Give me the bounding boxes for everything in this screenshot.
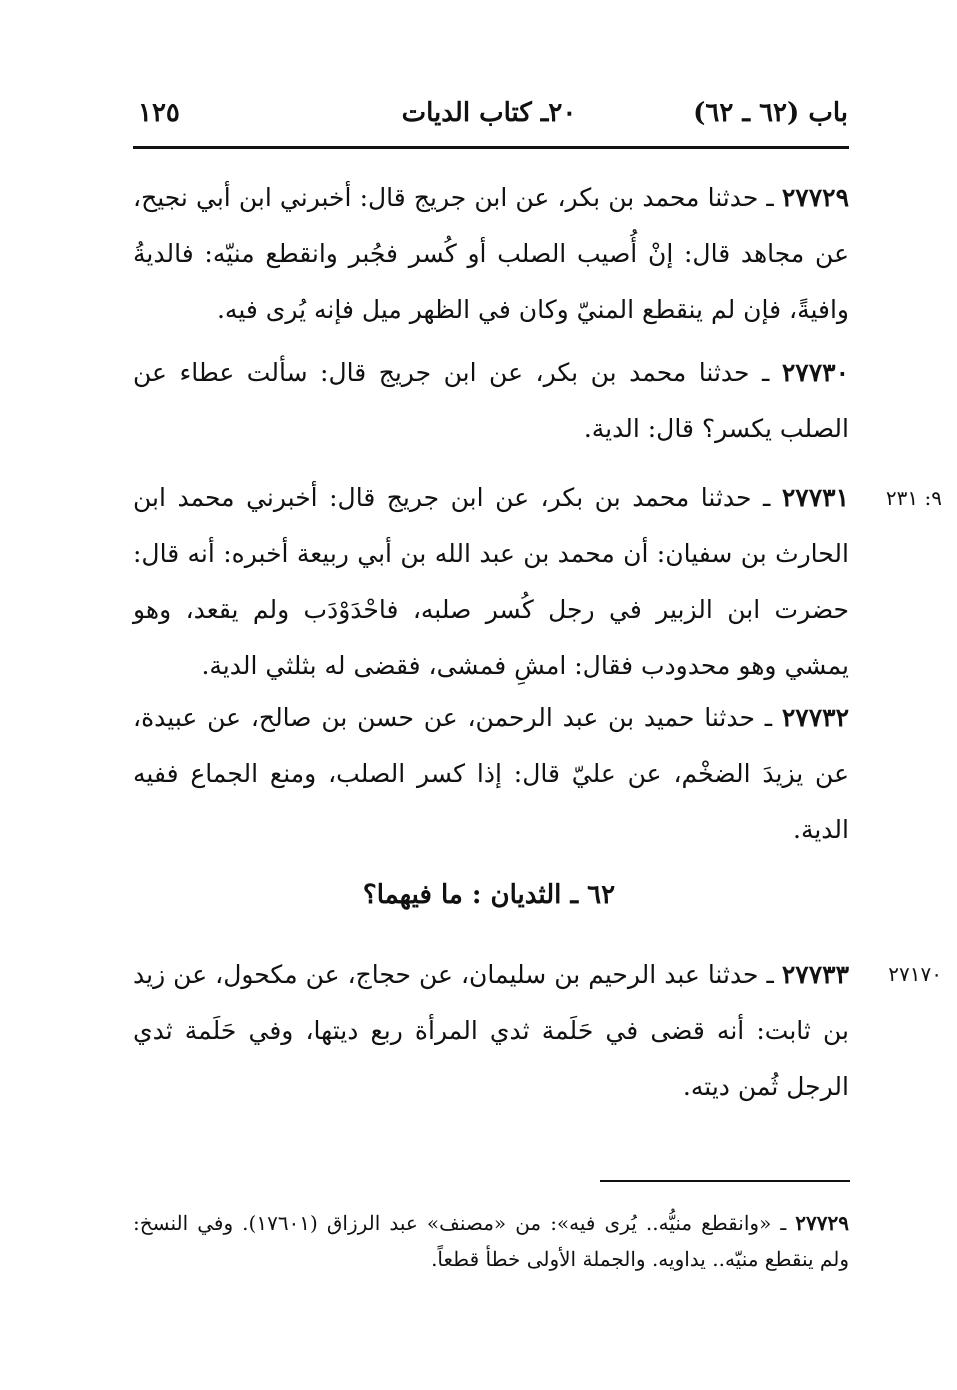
hadith-text: ـ حدثنا محمد بن بكر، عن ابن جريج قال: أخبرني محمد ابن الحارث بن سفيان: أن محمد بن عبد الله بن أبي ربيعة أخبره: أنه قال: حضرت ابن الزبير في رجل كُسر صلبه، فاحْدَوْدَب ولم يقعد، وهو يمشي وهو محدودب فقال: امشِ فمشى، فقضى له بثلثي الدية.: [133, 483, 849, 680]
hadith-paragraph: [133, 470, 849, 694]
running-header: [130, 92, 848, 136]
hadith-number: ٢٧٧٣٣: [781, 960, 849, 989]
hadith-paragraph: [133, 690, 849, 858]
hadith-number: ٢٧٧٢٩: [781, 183, 849, 212]
book-title: ٢٠ـ كتاب الديات: [401, 98, 577, 128]
footnote: [133, 1205, 849, 1277]
margin-reference: ٩: ٢٣١: [885, 486, 942, 510]
hadith-text: ـ حدثنا محمد بن بكر، عن ابن جريج قال: أخبرني ابن أبي نجيح، عن مجاهد قال: إنْ أُصيب الصلب أو كُسر فجُبر وانقطع منيّه: فالديةُ وافيةً، فإن لم ينقطع المنيّ وكان في الظهر ميل فإنه يُرى فيه.: [133, 183, 849, 324]
header-rule: [133, 146, 849, 149]
footnote-rule: [600, 1180, 850, 1182]
hadith-number: ٢٧٧٣١: [781, 483, 849, 512]
hadith-text: ـ حدثنا عبد الرحيم بن سليمان، عن حجاج، عن مكحول، عن زيد بن ثابت: أنه قضى في حَلَمة ثدي المرأة ربع ديتها، وفي حَلَمة ثدي الرجل ثُمن ديته.: [133, 960, 849, 1101]
footnote-number: ٢٧٧٢٩: [795, 1211, 849, 1235]
hadith-paragraph: [133, 345, 849, 457]
hadith-number: ٢٧٧٣٢: [781, 703, 849, 732]
section-reference: باب (٦٢ ـ ٦٢): [693, 98, 848, 128]
hadith-number: ٢٧٧٣٠: [781, 358, 849, 387]
footnote-text: ـ «وانقطع منيُّه.. يُرى فيه»: من «مصنف» عبد الرزاق (١٧٦٠١). وفي النسخ: ولم ينقطع منيّه.. يداويه. والجملة الأولى خطأ قطعاً.: [133, 1211, 849, 1271]
hadith-text: ـ حدثنا محمد بن بكر، عن ابن جريج قال: سألت عطاء عن الصلب يكسر؟ قال: الدية.: [133, 358, 849, 443]
page-number: ١٢٥: [138, 98, 180, 128]
hadith-text: ـ حدثنا حميد بن عبد الرحمن، عن حسن بن صالح، عن عبيدة، عن يزيدَ الضخْم، عن عليّ قال: إذا كسر الصلب، ومنع الجماع ففيه الدية.: [133, 703, 849, 844]
hadith-paragraph: [133, 947, 849, 1115]
chapter-title: ٦٢ ـ الثديان : ما فيهما؟: [362, 880, 616, 910]
hadith-paragraph: [133, 170, 849, 338]
margin-reference: ٢٧١٧٠: [888, 962, 942, 986]
